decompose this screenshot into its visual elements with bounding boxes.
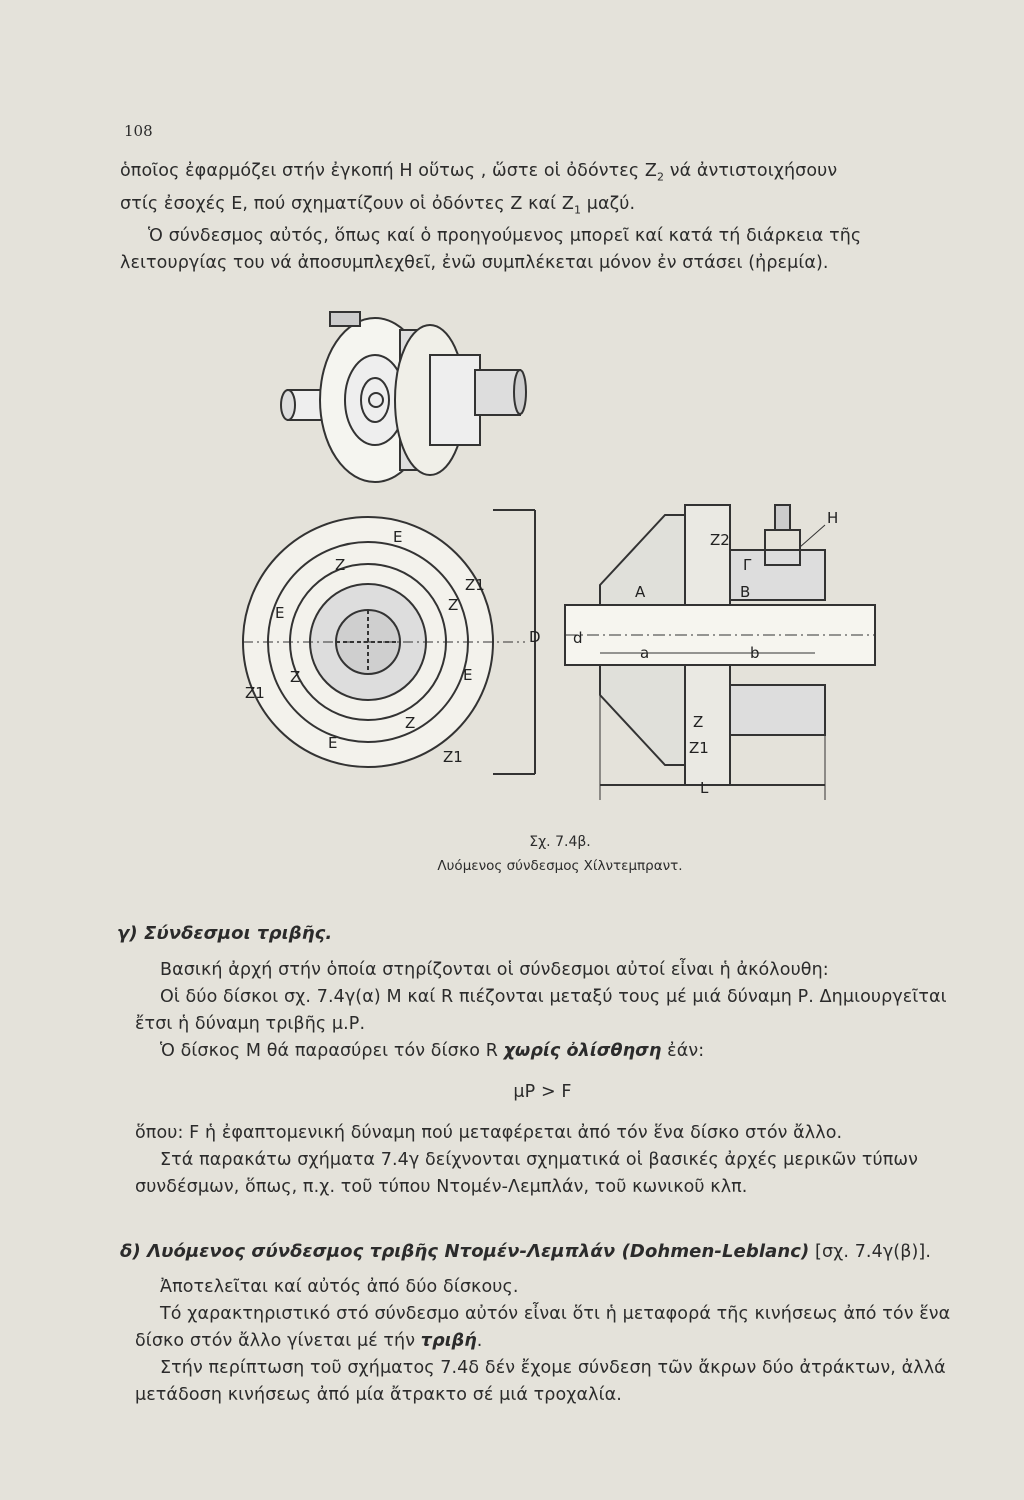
section-g-formula: μΡ > F [513,1082,572,1102]
section-g-p3: Ὁ δίσκος Μ θά παρασύρει τόν δίσκο R χωρίς ὀλίσθηση ἐάν: [160,1041,705,1061]
label-E-right: E [463,666,473,684]
section-g-p4: ὅπου: F ἡ ἐφαπτομενική δύναμη πού μεταφέρεται ἀπό τόν ἕνα δίσκο στόν ἄλλο. [135,1123,843,1143]
label-Z1-left: Z1 [245,684,265,702]
intro-line-2: στίς ἐσοχές Ε, πού σχηματίζουν οἱ ὀδόντες Ζ καί $Z_1$ μαζύ. [120,193,636,216]
intro-line-1: ὁποῖος ἐφαρμόζει στήν ἐγκοπή Η οὕτως , ὥστε οἱ ὀδόντες $Z_2$ νά ἀντιστοιχήσουν [120,161,838,184]
label-A: A [635,583,646,601]
label-b: b [750,644,760,662]
label-Z-right: Z [448,596,459,614]
label-Z1-right: Z1 [465,576,485,594]
section-d-heading: δ) Λυόμενος σύνδεσμος τριβῆς Ντομέν-Λεμπλάν (Dohmen-Leblanc) [σχ. 7.4γ(β)]. [120,1241,931,1262]
section-d [120,1238,965,1409]
page-number: 108 [124,122,153,140]
label-E-bottom: E [328,734,338,752]
intro-paragraph: Ὁ σύνδεσμος αὐτός, ὅπως καί ὁ προηγούμενος μπορεῖ καί κατά τή διάρκεια τῆς λειτουργίας του νά ἀποσυμπλεχθεῖ, ἐνῶ συμπλέκεται μόνον ἐν στάσει (ἠρεμία). [120,226,862,273]
label-Z-section: Z [693,713,704,731]
label-Z-bottom: Z [405,714,416,732]
coupling-perspective-drawing [280,310,530,490]
label-H: H [827,509,839,527]
coupling-front-view [235,500,565,790]
section-d-p3: Στήν περίπτωση τοῦ σχήματος 7.4δ δέν ἔχομε σύνδεση τῶν ἄκρων δύο ἀτράκτων, ἀλλά μετάδοση κινήσεως ἀπό μία ἄτρακτο σέ μιά τροχαλία. [135,1358,946,1405]
figure-caption-number: Σχ. 7.4β. [529,834,591,850]
label-Z1-section: Z1 [689,739,709,757]
label-Z1-bottom: Z1 [443,748,463,766]
section-d-p2: Τό χαρακτηριστικό στό σύνδεσμο αὐτόν εἶναι ὅτι ἡ μεταφορά τῆς κινήσεως ἀπό τόν ἕνα δίσκο στόν ἄλλο γίνεται μέ τήν τριβή. [135,1304,951,1351]
label-d: d [573,629,583,647]
coupling-section-view [555,495,885,805]
label-E-top: E [393,528,403,546]
label-B: B [740,583,751,601]
label-E-left: E [275,604,285,622]
label-D: D [529,628,541,646]
section-g-heading: γ) Σύνδεσμοι τριβῆς. [117,923,333,944]
intro-text [120,158,965,277]
section-g-p1: Βασική ἀρχή στήν ὁποία στηρίζονται οἱ σύνδεσμοι αὐτοί εἶναι ἡ ἀκόλουθη: [160,960,829,980]
section-g-p2: Οἱ δύο δίσκοι σχ. 7.4γ(α) Μ καί R πιέζονται μεταξύ τους μέ μιά δύναμη Ρ. Δημιουργεῖται ἔτσι ἡ δύναμη τριβῆς μ.Ρ. [135,987,947,1034]
label-Z-top: Z [335,556,346,574]
label-Gamma: Γ [743,556,752,574]
label-L: L [700,779,709,797]
section-g-p5: Στά παρακάτω σχήματα 7.4γ δείχνονται σχηματικά οἱ βασικές ἀρχές μερικῶν τύπων συνδέσμων, ὅπως, π.χ. τοῦ τύπου Ντομέν-Λεμπλάν, τοῦ κωνικοῦ κλπ. [135,1150,919,1197]
section-d-p1: Ἀποτελεῖται καί αὐτός ἀπό δύο δίσκους. [160,1277,519,1297]
label-Z2-section: Z2 [710,531,730,549]
section-g [117,920,965,1201]
figure-caption-title: Λυόμενος σύνδεσμος Χίλντεμπραντ. [437,858,683,874]
label-a: a [640,644,650,662]
label-Z-left: Z [290,668,301,686]
